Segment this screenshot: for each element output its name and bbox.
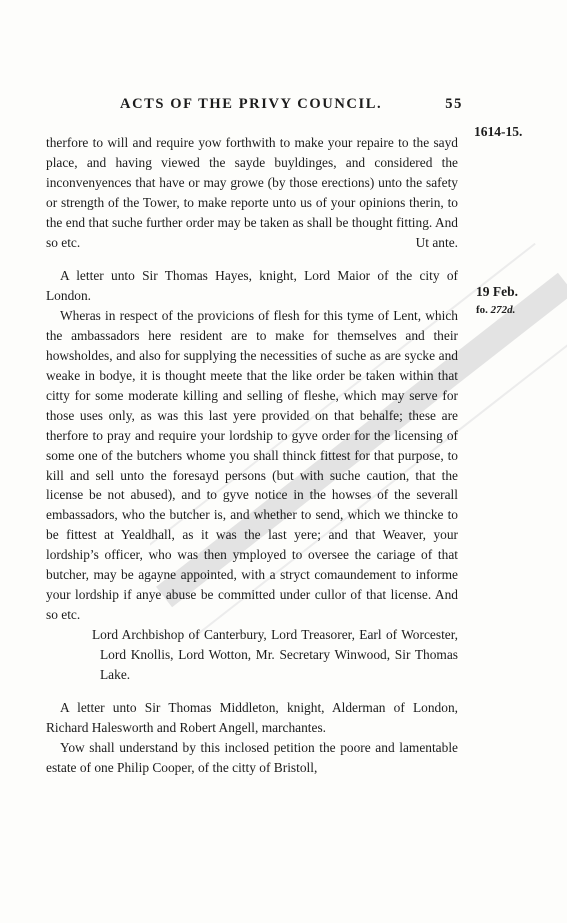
page-title: ACTS OF THE PRIVY COUNCIL. — [120, 96, 383, 112]
ut-ante: Ut ante. — [415, 234, 458, 250]
paragraph-1-text: therfore to will and require yow forthwith to make your repaire to the sayd place, and having viewed the sayde buyldinges, and considered the inconvenyences that have or may growe (by those erections) unto the safety or strength of the Tower, to make reporte unto us of your opinions therin, to the end that suche further order may be taken as shall be thought fitting. And so etc. — [46, 135, 458, 250]
margin-date-note — [476, 283, 518, 319]
margin-year: 1614-15. — [474, 124, 523, 139]
page-number: 55 — [445, 96, 463, 112]
signatories: Lord Archbishop of Canterbury, Lord Treasorer, Earl of Worcester, Lord Knollis, Lord Wotton, Mr. Secretary Winwood, Sir Thomas Lake. — [92, 626, 458, 682]
folio-prefix: fo. — [476, 304, 491, 316]
margin-date: 19 Feb. — [476, 284, 518, 299]
document-body — [46, 133, 458, 778]
letter-body-lent: Wheras in respect of the provicions of flesh for this tyme of Lent, which the ambassadors here resident are to make for themselves and their howsholdes, and also for supplying the necessities of suche as are sycke and weake in bodye, it is thought meete that the like order be taken within that citty for some moderate killing and selling of fleshe, which may serve for those uses only, as was this last yere provided on that behalfe; these are therfore to pray and require your lordship to gyve order for the licensing of some one of the butchers whome you shall thinck fittest for that purpose, to kill and sell unto the foresayd persons (but with suche caution, that the license be not abused), and to gyve notice in the howses of the severall embassadors, who the butcher is, and whether to send, which we thincke to be fittest at Yealdhall, as it was the last yere; and that Weaver, your lordship’s officer, who was then ymployed to oversee the cariage of that butcher, may be agayne appointed, with a stryct comaundement to informe your lordship if anye abuse be committed under cullor of that license. And so etc. — [46, 308, 458, 622]
folio-number: 272d. — [490, 304, 516, 316]
letter-address-middleton: A letter unto Sir Thomas Middleton, knight, Alderman of London, Richard Halesworth and Robert Angell, marchantes. — [46, 700, 458, 736]
letter-address-mayor: A letter unto Sir Thomas Hayes, knight, Lord Maior of the city of London. — [46, 268, 458, 304]
folio-reference — [476, 301, 518, 319]
letter-body-cooper: Yow shall understand by this inclosed petition the poore and lamentable estate of one Philip Cooper, of the citty of Bristoll, — [46, 740, 458, 776]
paragraph-continuation — [46, 133, 458, 252]
